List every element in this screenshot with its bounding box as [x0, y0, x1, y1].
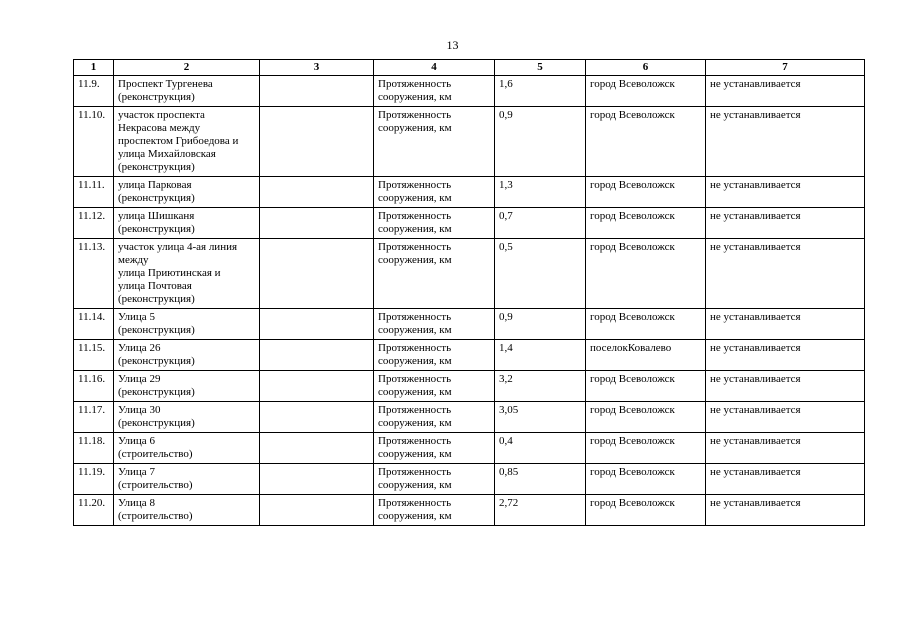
- unit-cell: Протяженность сооружения, км: [374, 340, 495, 371]
- value-cell: 1,6: [495, 76, 586, 107]
- location-cell: город Всеволожск: [586, 208, 706, 239]
- value-cell: 2,72: [495, 495, 586, 526]
- table-row: [74, 239, 865, 309]
- table-row: [74, 433, 865, 464]
- location-cell: город Всеволожск: [586, 177, 706, 208]
- table-row: [74, 76, 865, 107]
- column-3-cell: [260, 433, 374, 464]
- column-3-cell: [260, 239, 374, 309]
- term-cell: не устанавливается: [706, 464, 865, 495]
- row-number: 11.12.: [74, 208, 114, 239]
- unit-cell: Протяженность сооружения, км: [374, 433, 495, 464]
- object-name: улица Парковая (реконструкция): [114, 177, 260, 208]
- row-number: 11.18.: [74, 433, 114, 464]
- term-cell: не устанавливается: [706, 107, 865, 177]
- table-row: [74, 177, 865, 208]
- object-name: Улица 6 (строительство): [114, 433, 260, 464]
- column-3-cell: [260, 371, 374, 402]
- unit-cell: Протяженность сооружения, км: [374, 208, 495, 239]
- column-3-cell: [260, 340, 374, 371]
- location-cell: город Всеволожск: [586, 433, 706, 464]
- value-cell: 0,9: [495, 309, 586, 340]
- table-row: [74, 464, 865, 495]
- column-3-cell: [260, 177, 374, 208]
- term-cell: не устанавливается: [706, 371, 865, 402]
- object-name: улица Шишканя (реконструкция): [114, 208, 260, 239]
- table-row: [74, 495, 865, 526]
- unit-cell: Протяженность сооружения, км: [374, 309, 495, 340]
- term-cell: не устанавливается: [706, 239, 865, 309]
- value-cell: 0,5: [495, 239, 586, 309]
- location-cell: город Всеволожск: [586, 402, 706, 433]
- row-number: 11.14.: [74, 309, 114, 340]
- location-cell: город Всеволожск: [586, 371, 706, 402]
- object-name: участок улица 4-ая линия между улица Приютинская и улица Почтовая (реконструкция): [114, 239, 260, 309]
- column-3-cell: [260, 107, 374, 177]
- term-cell: не устанавливается: [706, 495, 865, 526]
- unit-cell: Протяженность сооружения, км: [374, 239, 495, 309]
- table-row: [74, 340, 865, 371]
- object-name: Улица 8 (строительство): [114, 495, 260, 526]
- term-cell: не устанавливается: [706, 309, 865, 340]
- term-cell: не устанавливается: [706, 340, 865, 371]
- table-header-row: [74, 60, 865, 76]
- column-header: 4: [374, 60, 495, 76]
- location-cell: город Всеволожск: [586, 107, 706, 177]
- column-3-cell: [260, 76, 374, 107]
- value-cell: 0,9: [495, 107, 586, 177]
- unit-cell: Протяженность сооружения, км: [374, 402, 495, 433]
- column-3-cell: [260, 464, 374, 495]
- unit-cell: Протяженность сооружения, км: [374, 371, 495, 402]
- location-cell: город Всеволожск: [586, 495, 706, 526]
- value-cell: 1,4: [495, 340, 586, 371]
- term-cell: не устанавливается: [706, 177, 865, 208]
- table-row: [74, 402, 865, 433]
- row-number: 11.20.: [74, 495, 114, 526]
- row-number: 11.17.: [74, 402, 114, 433]
- unit-cell: Протяженность сооружения, км: [374, 495, 495, 526]
- location-cell: город Всеволожск: [586, 239, 706, 309]
- location-cell: поселокКовалево: [586, 340, 706, 371]
- table-row: [74, 107, 865, 177]
- column-header: 5: [495, 60, 586, 76]
- object-name: Улица 29 (реконструкция): [114, 371, 260, 402]
- location-cell: город Всеволожск: [586, 309, 706, 340]
- unit-cell: Протяженность сооружения, км: [374, 76, 495, 107]
- location-cell: город Всеволожск: [586, 76, 706, 107]
- column-header: 6: [586, 60, 706, 76]
- unit-cell: Протяженность сооружения, км: [374, 464, 495, 495]
- row-number: 11.15.: [74, 340, 114, 371]
- object-name: Улица 26 (реконструкция): [114, 340, 260, 371]
- table-row: [74, 371, 865, 402]
- object-name: участок проспекта Некрасова между проспектом Грибоедова и улица Михайловская (реконструкция): [114, 107, 260, 177]
- value-cell: 3,2: [495, 371, 586, 402]
- table-row: [74, 208, 865, 239]
- unit-cell: Протяженность сооружения, км: [374, 107, 495, 177]
- row-number: 11.19.: [74, 464, 114, 495]
- column-3-cell: [260, 402, 374, 433]
- term-cell: не устанавливается: [706, 433, 865, 464]
- column-header: 3: [260, 60, 374, 76]
- column-3-cell: [260, 309, 374, 340]
- value-cell: 3,05: [495, 402, 586, 433]
- object-name: Проспект Тургенева (реконструкция): [114, 76, 260, 107]
- column-3-cell: [260, 208, 374, 239]
- row-number: 11.10.: [74, 107, 114, 177]
- row-number: 11.9.: [74, 76, 114, 107]
- objects-table: [73, 59, 865, 526]
- row-number: 11.11.: [74, 177, 114, 208]
- object-name: Улица 7 (строительство): [114, 464, 260, 495]
- row-number: 11.16.: [74, 371, 114, 402]
- term-cell: не устанавливается: [706, 402, 865, 433]
- value-cell: 0,4: [495, 433, 586, 464]
- column-header: 1: [74, 60, 114, 76]
- column-header: 2: [114, 60, 260, 76]
- object-name: Улица 5 (реконструкция): [114, 309, 260, 340]
- value-cell: 0,85: [495, 464, 586, 495]
- term-cell: не устанавливается: [706, 76, 865, 107]
- page-number: 13: [446, 38, 459, 52]
- term-cell: не устанавливается: [706, 208, 865, 239]
- object-name: Улица 30 (реконструкция): [114, 402, 260, 433]
- column-3-cell: [260, 495, 374, 526]
- column-header: 7: [706, 60, 865, 76]
- row-number: 11.13.: [74, 239, 114, 309]
- value-cell: 0,7: [495, 208, 586, 239]
- unit-cell: Протяженность сооружения, км: [374, 177, 495, 208]
- table-row: [74, 309, 865, 340]
- location-cell: город Всеволожск: [586, 464, 706, 495]
- value-cell: 1,3: [495, 177, 586, 208]
